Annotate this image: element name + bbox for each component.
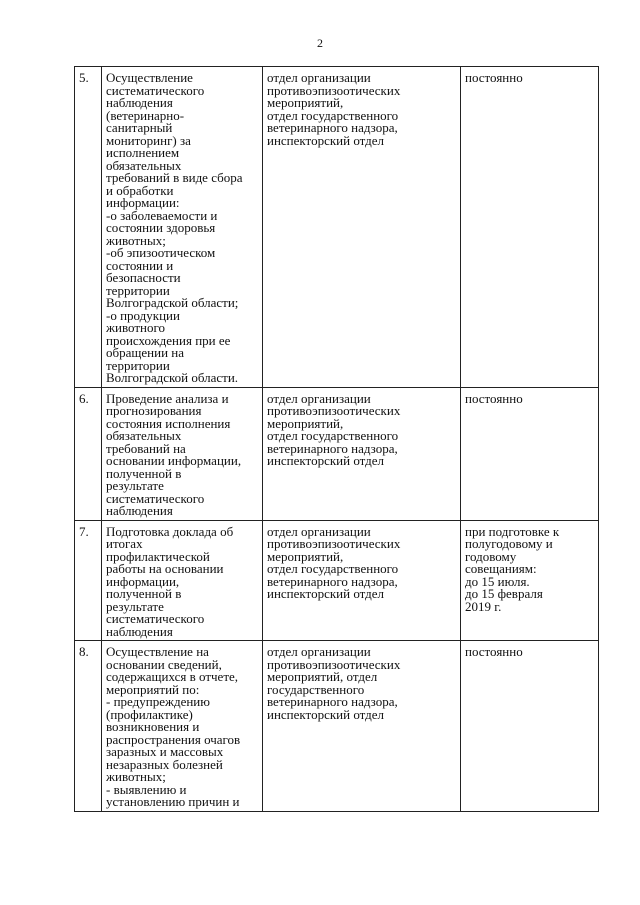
table-row: [75, 67, 599, 388]
row-number: 5.: [75, 67, 102, 388]
executor-cell: отдел организации противоэпизоотических мероприятий, отдел государственного ветеринарного надзора, инспекторский отдел: [263, 67, 461, 388]
term-cell: постоянно: [461, 67, 599, 388]
row-number: 6.: [75, 387, 102, 520]
executor-cell: отдел организации противоэпизоотических мероприятий, отдел государственного ветеринарного надзора, инспекторский отдел: [263, 520, 461, 641]
activity-cell: Осуществление систематического наблюдения (ветеринарно- санитарный мониторинг) за исполнением обязательных требований в виде сбора и обработки информации: -о заболеваемости и состоянии здоровья животных; -об эпизоотическом состоянии и безопасности территории Волгоградской области; -о продукции животного происхождения при ее обращении на территории Волгоградской области.: [102, 67, 263, 388]
activity-cell: Осуществление на основании сведений, содержащихся в отчете, мероприятий по: - предупреждению (профилактике) возникновения и распространения очагов заразных и массовых незаразных болезней животных; - выявлению и установлению причин и: [102, 641, 263, 812]
activity-cell: Подготовка доклада об итогах профилактической работы на основании информации, полученной в результате систематического наблюдения: [102, 520, 263, 641]
term-cell: постоянно: [461, 387, 599, 520]
activity-cell: Проведение анализа и прогнозирования состояния исполнения обязательных требований на основании информации, полученной в результате систематического наблюдения: [102, 387, 263, 520]
table-row: [75, 387, 599, 520]
row-number: 8.: [75, 641, 102, 812]
executor-cell: отдел организации противоэпизоотических мероприятий, отдел государственного ветеринарного надзора, инспекторский отдел: [263, 641, 461, 812]
term-cell: при подготовке к полугодовому и годовому совещаниям: до 15 июля. до 15 февраля 2019 г.: [461, 520, 599, 641]
term-cell: постоянно: [461, 641, 599, 812]
table-row: [75, 520, 599, 641]
activities-table: [74, 66, 599, 812]
table-row: [75, 641, 599, 812]
page-number: 2: [317, 36, 323, 50]
row-number: 7.: [75, 520, 102, 641]
executor-cell: отдел организации противоэпизоотических мероприятий, отдел государственного ветеринарного надзора, инспекторский отдел: [263, 387, 461, 520]
